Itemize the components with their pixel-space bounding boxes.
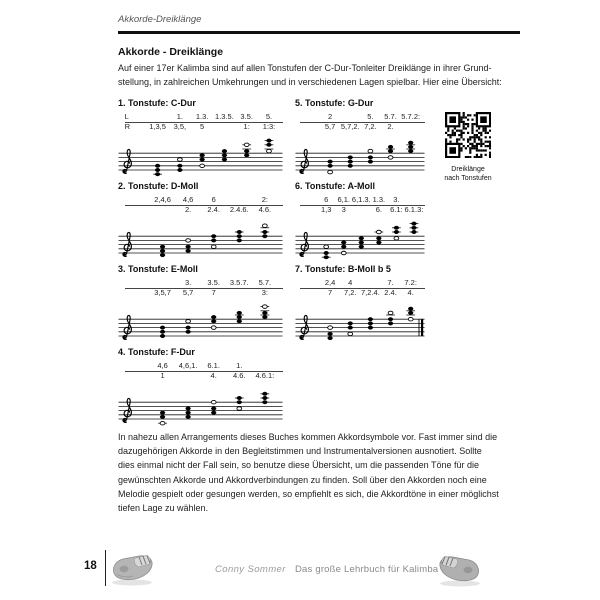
note-head	[408, 311, 413, 315]
fingering-label: 3.5.	[207, 278, 220, 287]
fingering-labels	[118, 278, 283, 298]
fingering-row-right-hand	[118, 371, 283, 380]
note-head	[328, 164, 333, 168]
fingering-label: 3:	[261, 288, 268, 297]
open-note-head	[328, 326, 333, 330]
fingering-label: 1:	[243, 122, 250, 131]
open-note-head	[388, 311, 393, 315]
note-head	[160, 245, 165, 249]
fingering-label: 2.4.6.	[229, 205, 249, 214]
fingering-label: 1	[160, 371, 165, 380]
fingering-divider	[125, 371, 283, 372]
fingering-label: 1,3,5	[149, 122, 166, 131]
note-head	[160, 415, 165, 419]
note-head	[237, 239, 242, 243]
note-head	[186, 330, 191, 334]
note-head	[348, 160, 353, 164]
note-head	[359, 237, 364, 241]
open-note-head	[186, 320, 191, 324]
fingering-label: 3.5.7.	[229, 278, 249, 287]
note-head	[408, 145, 413, 149]
fingering-label: 5,7	[324, 122, 336, 131]
note-head	[348, 156, 353, 160]
open-note-head	[267, 149, 272, 153]
fingering-label: 1,3	[320, 205, 332, 214]
fingering-label: 6	[324, 195, 329, 204]
fingering-label: 4,6	[157, 361, 168, 370]
fingering-divider	[300, 122, 425, 123]
body-line: In nahezu allen Arrangements dieses Buches kommen Akkordsymbole vor. Fast immer sind die	[118, 432, 498, 442]
note-head	[200, 154, 205, 158]
note-head	[341, 245, 346, 249]
fingering-label: 1.	[236, 361, 243, 370]
note-head	[376, 237, 381, 241]
fingering-row-left-hand	[295, 195, 425, 204]
fingering-row-left-hand	[118, 195, 283, 204]
note-head	[177, 164, 182, 168]
section-title: 5. Tonstufe: G-Dur	[295, 98, 374, 108]
fingering-label: 7,2.4.	[361, 288, 380, 297]
open-note-head	[237, 407, 242, 411]
fingering-label: 5	[200, 122, 205, 131]
note-head	[211, 239, 216, 243]
open-note-head	[348, 332, 353, 336]
note-head	[237, 396, 242, 400]
fingering-label: 4,6	[182, 195, 194, 204]
fingering-labels	[118, 195, 283, 215]
music-staff	[118, 132, 283, 180]
music-staff	[295, 132, 425, 180]
section-tonstufe	[118, 347, 283, 430]
open-note-head	[368, 149, 373, 153]
note-head	[186, 245, 191, 249]
note-head	[262, 400, 267, 404]
section-title: 7. Tonstufe: B-Moll b 5	[295, 264, 391, 274]
fingering-label: 2,4	[324, 278, 336, 287]
note-head	[160, 330, 165, 334]
open-note-head	[186, 239, 191, 243]
note-head	[160, 249, 165, 253]
book-title: Das große Lehrbuch für Kalimba	[295, 564, 439, 575]
open-note-head	[388, 156, 393, 160]
body-paragraph	[118, 430, 536, 515]
note-head	[211, 315, 216, 319]
fingering-label: 2.	[387, 122, 394, 131]
fingering-label: 2.	[184, 205, 192, 214]
fingering-label: 5.7.2:	[401, 112, 421, 121]
kalimba-photo-icon	[436, 552, 484, 593]
author-name: Conny Sommer	[215, 564, 286, 575]
section-tonstufe	[118, 98, 283, 181]
grid-spacer	[437, 264, 499, 347]
fingering-row-left-hand	[118, 278, 283, 287]
note-head	[160, 334, 165, 338]
note-head	[348, 322, 353, 326]
note-head	[359, 241, 364, 245]
fingering-label: 2	[328, 112, 333, 121]
note-head	[244, 154, 249, 158]
fingering-label: 5,7	[182, 288, 194, 297]
note-head	[376, 241, 381, 245]
note-head	[388, 322, 393, 326]
note-head	[328, 160, 333, 164]
section-tonstufe	[295, 98, 425, 181]
fingering-label: 2.4.	[384, 288, 397, 297]
section-title: 2. Tonstufe: D-Moll	[118, 181, 199, 191]
section-tonstufe	[118, 181, 283, 264]
intro-paragraph	[118, 62, 532, 89]
note-head	[211, 411, 216, 415]
fingering-label: 4.	[407, 288, 414, 297]
note-head	[368, 326, 373, 330]
open-note-head	[211, 400, 216, 404]
fingering-row-right-hand	[118, 205, 283, 214]
fingering-divider	[300, 205, 425, 206]
fingering-label: 6.	[375, 205, 382, 214]
fingering-label: 6.1.	[207, 361, 220, 370]
fingering-labels	[118, 361, 283, 381]
fingering-row-right-hand	[118, 288, 283, 297]
fingering-divider	[125, 205, 283, 206]
open-note-head	[394, 237, 399, 241]
note-head	[160, 326, 165, 330]
note-head	[267, 143, 272, 147]
fingering-row-right-hand	[118, 122, 283, 131]
fingering-label: 4.6.	[233, 371, 246, 380]
fingering-label: 1.3.5.	[215, 112, 234, 121]
note-head	[341, 241, 346, 245]
fingering-label: 4.6.1:	[255, 371, 275, 380]
section-title: 3. Tonstufe: E-Moll	[118, 264, 198, 274]
fingering-labels	[295, 112, 425, 132]
note-head	[237, 311, 242, 315]
open-note-head	[262, 224, 267, 228]
note-head	[359, 245, 364, 249]
fingering-label: 6,1.3.	[351, 195, 371, 204]
fingering-label: 4.6.	[258, 205, 272, 214]
open-note-head	[160, 421, 165, 425]
note-head	[412, 230, 417, 234]
note-head	[155, 172, 160, 176]
note-head	[412, 222, 417, 226]
open-note-head	[244, 143, 249, 147]
note-head	[186, 411, 191, 415]
note-head	[262, 234, 267, 238]
note-head	[368, 156, 373, 160]
note-head	[262, 315, 267, 319]
note-head	[328, 336, 333, 340]
note-head	[262, 311, 267, 315]
grid-spacer	[437, 181, 499, 264]
note-head	[408, 141, 413, 145]
note-head	[237, 400, 242, 404]
open-note-head	[177, 158, 182, 162]
section-tonstufe	[118, 264, 283, 347]
page-footer	[0, 548, 600, 590]
fingering-label: 7	[211, 288, 216, 297]
note-head	[222, 154, 227, 158]
fingering-labels	[118, 112, 283, 132]
footer-divider	[105, 550, 106, 586]
open-note-head	[262, 305, 267, 309]
qr-caption-line: Dreiklänge	[451, 166, 485, 174]
music-staff	[118, 215, 283, 263]
open-note-head	[324, 245, 329, 249]
note-head	[211, 320, 216, 324]
note-head	[237, 234, 242, 238]
note-head	[267, 139, 272, 143]
note-head	[324, 255, 329, 259]
note-head	[211, 234, 216, 238]
fingering-label: 7,2.	[364, 122, 377, 131]
note-head	[222, 158, 227, 162]
note-head	[186, 249, 191, 253]
header-rule	[118, 31, 520, 34]
open-note-head	[200, 164, 205, 168]
note-head	[237, 320, 242, 324]
note-head	[368, 160, 373, 164]
note-head	[160, 411, 165, 415]
note-head	[262, 396, 267, 400]
fingering-row-left-hand	[118, 361, 283, 370]
fingering-label: 6.1:	[390, 205, 403, 214]
fingering-divider	[300, 288, 425, 289]
fingering-label: 7.	[387, 278, 394, 287]
fingering-row-right-hand	[295, 288, 425, 297]
body-line: tiefen Lage zu wählen.	[118, 503, 209, 514]
section-title: 1. Tonstufe: C-Dur	[118, 98, 196, 108]
fingering-label: 4	[348, 278, 353, 287]
note-head	[244, 149, 249, 153]
fingering-label: 6,1.	[337, 195, 351, 204]
fingering-row-left-hand	[295, 112, 425, 121]
qr-block	[437, 98, 499, 181]
note-head	[348, 326, 353, 330]
note-head	[237, 315, 242, 319]
note-head	[262, 392, 267, 396]
fingering-label: 4,6,1.	[178, 361, 198, 370]
open-note-head	[328, 170, 333, 174]
note-head	[186, 415, 191, 419]
body-line: dies einmal nicht der Fall sein, so benutze diese Übersicht, um die passenden Töne für die	[118, 460, 480, 471]
fingering-label: 7,2.	[343, 288, 357, 297]
fingering-divider	[125, 122, 283, 123]
fingering-label: 1.3.	[195, 112, 209, 121]
section-title: 4. Tonstufe: F-Dur	[118, 347, 195, 357]
note-head	[155, 164, 160, 168]
note-head	[328, 332, 333, 336]
fingering-label: 6.1.3:	[404, 205, 424, 214]
note-head	[222, 149, 227, 153]
fingering-label: 5.	[367, 112, 374, 121]
open-note-head	[211, 326, 216, 330]
fingering-label: 5.	[265, 112, 273, 121]
fingering-label: L	[124, 112, 129, 121]
music-staff	[295, 215, 425, 263]
note-head	[388, 317, 393, 321]
fingering-label: 1.3.	[372, 195, 386, 204]
note-head	[394, 230, 399, 234]
section-title: 6. Tonstufe: A-Moll	[295, 181, 375, 191]
fingering-label: 1.	[176, 112, 184, 121]
music-staff	[118, 381, 283, 429]
fingering-divider	[125, 288, 283, 289]
note-head	[211, 407, 216, 411]
fingering-label: 3,5,7	[154, 288, 171, 297]
fingering-label: 5,7,2.	[340, 122, 360, 131]
fingering-label: R	[124, 122, 131, 131]
fingering-label: 7	[328, 288, 333, 297]
fingering-labels	[295, 278, 425, 298]
fingering-label: 3.	[184, 278, 192, 287]
qr-code-icon	[445, 112, 491, 158]
note-head	[368, 317, 373, 321]
fingering-row-right-hand	[295, 205, 425, 214]
note-head	[348, 164, 353, 168]
fingering-label: 1:3:	[262, 122, 276, 131]
fingering-label: 6	[211, 195, 216, 204]
open-note-head	[376, 230, 381, 234]
fingering-label: 2.4.	[207, 205, 220, 214]
fingering-label: 3.	[393, 195, 400, 204]
kalimba-photo-icon	[109, 551, 155, 592]
fingering-label: 7.2:	[404, 278, 417, 287]
fingering-row-left-hand	[118, 112, 283, 121]
note-head	[394, 226, 399, 230]
open-note-head	[408, 317, 413, 321]
body-line: dazugehörigen Akkorde in den Begleitstimmen und Instrumentalversionen ausnotiert. Sollte	[118, 446, 482, 457]
note-head	[177, 168, 182, 172]
fingering-labels	[295, 195, 425, 215]
page-title: Akkorde - Dreiklänge	[118, 46, 224, 58]
note-head	[237, 230, 242, 234]
note-head	[160, 253, 165, 257]
open-note-head	[211, 245, 216, 249]
note-head	[200, 158, 205, 162]
note-head	[408, 307, 413, 311]
music-staff	[118, 298, 283, 346]
fingering-label: 5.7.	[258, 278, 272, 287]
note-head	[324, 251, 329, 255]
music-staff	[295, 298, 425, 346]
note-head	[368, 322, 373, 326]
fingering-label: 4.	[210, 371, 217, 380]
note-head	[155, 168, 160, 172]
note-head	[262, 230, 267, 234]
open-note-head	[341, 251, 346, 255]
page-number: 18	[84, 560, 97, 572]
fingering-label: 2:	[261, 195, 268, 204]
intro-line: stellung, in zahlreichen Umkehrungen und in verschiedenen Lagen spielbar. Hier eine Übersicht:	[118, 76, 502, 87]
note-head	[388, 145, 393, 149]
fingering-row-right-hand	[295, 122, 425, 131]
running-header: Akkorde-Dreiklänge	[118, 14, 202, 25]
note-head	[186, 407, 191, 411]
sections-grid	[118, 98, 499, 430]
fingering-label: 3.5.	[240, 112, 253, 121]
body-line: gewünschten Akkorde und Akkordverbindungen zu finden. Soll über den Akkorden noch eine	[118, 474, 487, 485]
intro-line: Auf einer 17er Kalimba sind auf allen Tonstufen der C-Dur-Tonleiter Dreiklänge in ihrer Grund-	[118, 63, 492, 73]
section-tonstufe	[295, 181, 425, 264]
fingering-label: 2,4,6	[154, 195, 171, 204]
fingering-label: 3,5,	[173, 122, 187, 131]
note-head	[186, 326, 191, 330]
body-line: Melodie gespielt oder gesungen werden, so empfiehlt es sich, die Akkordtöne in einer möglichst	[118, 488, 499, 499]
fingering-label: 3	[341, 205, 346, 214]
section-tonstufe	[295, 264, 425, 347]
note-head	[408, 149, 413, 153]
fingering-row-left-hand	[295, 278, 425, 287]
qr-caption-line: nach Tonstufen	[444, 174, 492, 182]
fingering-label: 5.7.	[384, 112, 397, 121]
note-head	[388, 149, 393, 153]
note-head	[412, 226, 417, 230]
